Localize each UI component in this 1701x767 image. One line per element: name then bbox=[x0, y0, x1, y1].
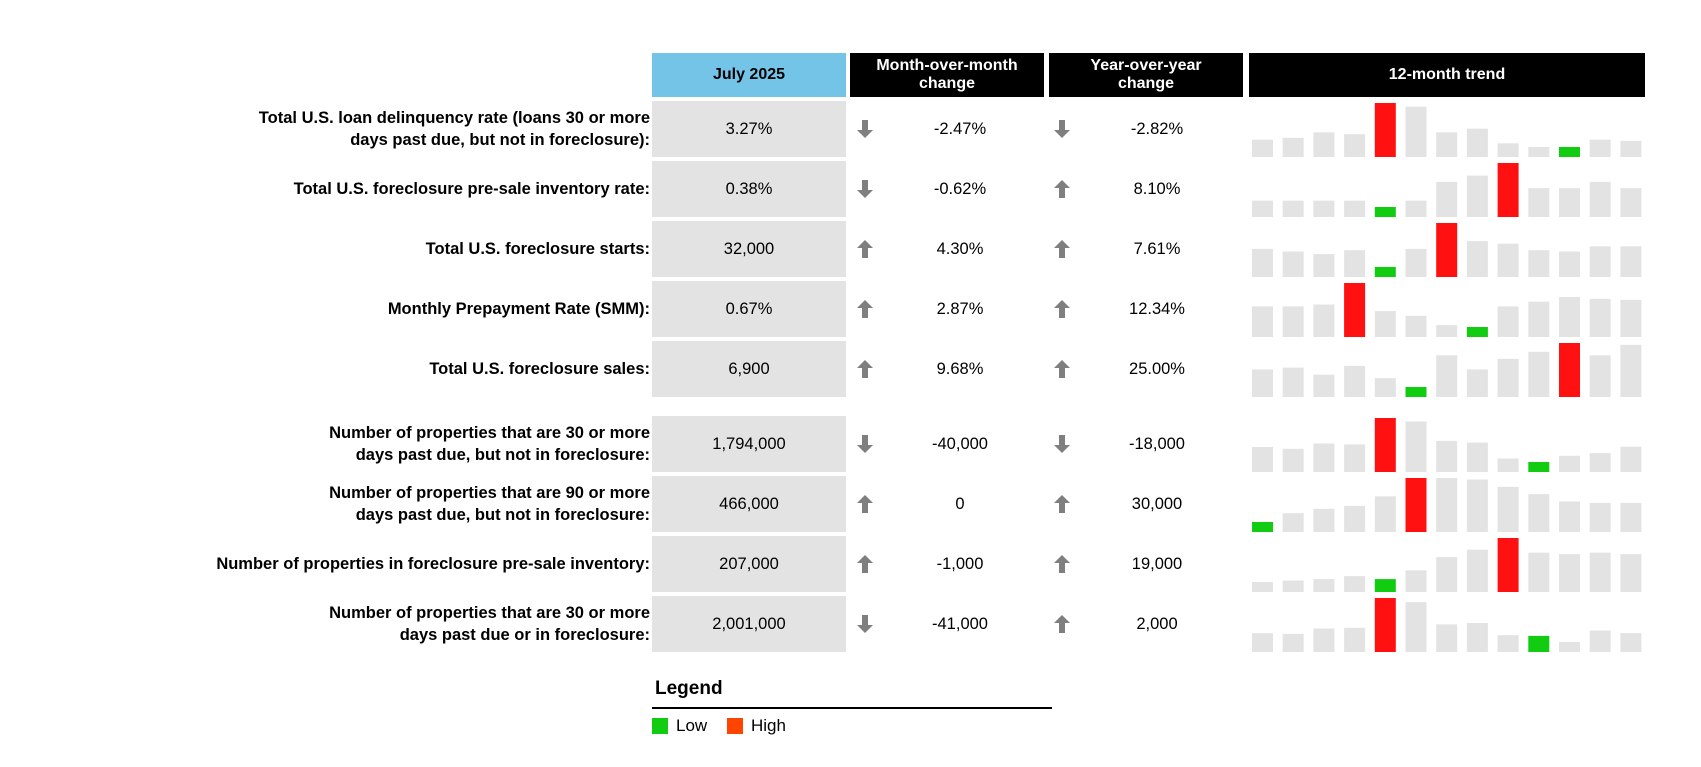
trend-bar bbox=[1283, 634, 1304, 652]
row-value: 3.27% bbox=[652, 101, 846, 157]
arrow-down-icon bbox=[856, 614, 874, 634]
trend-bar bbox=[1498, 143, 1519, 157]
trend-bar bbox=[1283, 449, 1304, 472]
trend-bar bbox=[1620, 554, 1641, 592]
row-value: 0.38% bbox=[652, 161, 846, 217]
row-label bbox=[100, 341, 650, 397]
arrow-down-icon bbox=[856, 119, 874, 139]
trend-bar bbox=[1528, 352, 1549, 397]
trend-bar bbox=[1344, 201, 1365, 217]
trend-bar-low bbox=[1375, 267, 1396, 277]
row-mom-change: 2.87% bbox=[936, 299, 984, 318]
legend-high-label: High bbox=[751, 716, 786, 735]
trend-bar bbox=[1313, 201, 1334, 217]
trend-bar-low bbox=[1528, 462, 1549, 472]
row-value: 2,001,000 bbox=[652, 596, 846, 652]
row-label bbox=[100, 281, 650, 337]
trend-bar bbox=[1436, 132, 1457, 157]
arrow-up-icon bbox=[856, 494, 874, 514]
row-yoy-change: -2.82% bbox=[1130, 119, 1184, 138]
trend-bar bbox=[1498, 306, 1519, 337]
arrow-up-icon bbox=[1053, 359, 1071, 379]
trend-chart bbox=[1252, 281, 1652, 337]
row-label-line: days past due, but not in foreclosure: bbox=[355, 506, 650, 524]
trend-bar bbox=[1620, 246, 1641, 277]
trend-bar bbox=[1528, 188, 1549, 217]
header-12-month-trend bbox=[1249, 53, 1645, 97]
trend-bar bbox=[1313, 509, 1334, 532]
trend-bar bbox=[1344, 250, 1365, 277]
trend-bar bbox=[1620, 503, 1641, 532]
row-mom-change: -41,000 bbox=[932, 614, 988, 633]
trend-bar bbox=[1252, 582, 1273, 592]
arrow-up-icon bbox=[856, 239, 874, 259]
trend-bar-high bbox=[1375, 598, 1396, 652]
trend-bar bbox=[1467, 176, 1488, 217]
trend-bar bbox=[1283, 581, 1304, 593]
row-label-line: Total U.S. foreclosure pre-sale inventory rate: bbox=[293, 180, 650, 198]
trend-bar bbox=[1559, 502, 1580, 533]
trend-bar bbox=[1406, 602, 1427, 652]
header-trend-label: 12-month trend bbox=[1388, 66, 1506, 83]
header-yoy-change bbox=[1049, 53, 1243, 97]
header-yoy-line2: change bbox=[1117, 75, 1174, 92]
row-yoy-change: -18,000 bbox=[1129, 434, 1185, 453]
trend-bar bbox=[1467, 480, 1488, 533]
trend-bar bbox=[1344, 628, 1365, 652]
legend-low-swatch bbox=[652, 718, 668, 734]
row-yoy-change: 25.00% bbox=[1129, 359, 1185, 378]
trend-bar bbox=[1406, 422, 1427, 473]
trend-bar bbox=[1620, 300, 1641, 337]
trend-bar bbox=[1467, 129, 1488, 157]
trend-bar bbox=[1620, 633, 1641, 652]
row-mom-change: -0.62% bbox=[933, 179, 987, 198]
trend-bar bbox=[1590, 182, 1611, 217]
trend-bar-high bbox=[1375, 103, 1396, 157]
trend-bar bbox=[1252, 249, 1273, 277]
arrow-up-icon bbox=[856, 554, 874, 574]
legend-high-swatch bbox=[727, 718, 743, 734]
row-yoy-change: 7.61% bbox=[1133, 239, 1181, 258]
row-label-line: Total U.S. loan delinquency rate (loans 30 or more bbox=[258, 109, 650, 127]
row-label bbox=[100, 596, 650, 652]
trend-bar bbox=[1467, 550, 1488, 592]
trend-bar-high bbox=[1498, 538, 1519, 592]
trend-bar-low bbox=[1467, 327, 1488, 337]
row-label bbox=[100, 161, 650, 217]
trend-bar bbox=[1528, 494, 1549, 532]
trend-bar bbox=[1406, 201, 1427, 217]
row-yoy-change: 2,000 bbox=[1136, 614, 1178, 633]
trend-bar bbox=[1252, 447, 1273, 472]
trend-bar bbox=[1313, 375, 1334, 397]
trend-chart bbox=[1252, 416, 1652, 472]
trend-bar bbox=[1590, 299, 1611, 337]
arrow-up-icon bbox=[1053, 554, 1071, 574]
row-value: 0.67% bbox=[652, 281, 846, 337]
row-value: 6,900 bbox=[652, 341, 846, 397]
row-label bbox=[100, 416, 650, 472]
trend-bar bbox=[1313, 629, 1334, 653]
trend-bar bbox=[1313, 444, 1334, 473]
arrow-up-icon bbox=[856, 359, 874, 379]
trend-bar-low bbox=[1375, 207, 1396, 217]
trend-bar bbox=[1528, 250, 1549, 277]
row-label bbox=[100, 101, 650, 157]
trend-bar bbox=[1498, 244, 1519, 277]
trend-bar bbox=[1344, 576, 1365, 592]
header-july-2025 bbox=[652, 53, 846, 97]
arrow-down-icon bbox=[856, 179, 874, 199]
trend-bar bbox=[1283, 368, 1304, 397]
arrow-up-icon bbox=[1053, 614, 1071, 634]
trend-bar bbox=[1406, 316, 1427, 337]
trend-chart bbox=[1252, 596, 1652, 652]
trend-bar bbox=[1559, 456, 1580, 472]
trend-bar bbox=[1375, 496, 1396, 532]
trend-bar bbox=[1283, 252, 1304, 278]
row-mom-change: -40,000 bbox=[932, 434, 988, 453]
trend-bar bbox=[1498, 635, 1519, 652]
row-value: 1,794,000 bbox=[652, 416, 846, 472]
trend-bar-high bbox=[1406, 478, 1427, 532]
row-label bbox=[100, 221, 650, 277]
trend-bar bbox=[1436, 478, 1457, 532]
trend-bar bbox=[1528, 147, 1549, 157]
row-mom-change: -1,000 bbox=[936, 554, 984, 573]
trend-bar bbox=[1313, 254, 1334, 277]
trend-bar bbox=[1344, 444, 1365, 472]
header-month-label: July 2025 bbox=[712, 66, 786, 83]
row-label-line: Monthly Prepayment Rate (SMM): bbox=[387, 300, 650, 318]
trend-bar bbox=[1559, 188, 1580, 217]
trend-bar bbox=[1590, 503, 1611, 532]
row-value: 207,000 bbox=[652, 536, 846, 592]
trend-chart bbox=[1252, 101, 1652, 157]
header-mom-line2: change bbox=[918, 75, 975, 92]
trend-bar bbox=[1590, 453, 1611, 472]
trend-bar bbox=[1590, 246, 1611, 277]
trend-bar bbox=[1436, 325, 1457, 337]
trend-bar-low bbox=[1252, 522, 1273, 532]
row-yoy-change: 19,000 bbox=[1131, 554, 1183, 573]
row-mom-change: 9.68% bbox=[936, 359, 984, 378]
trend-bar bbox=[1467, 443, 1488, 472]
trend-bar bbox=[1559, 642, 1580, 652]
row-label-line: Number of properties that are 30 or more bbox=[329, 424, 650, 442]
trend-bar bbox=[1344, 506, 1365, 532]
trend-bar-low bbox=[1406, 387, 1427, 397]
trend-bar bbox=[1375, 378, 1396, 397]
trend-bar bbox=[1620, 447, 1641, 472]
trend-bar bbox=[1528, 553, 1549, 592]
trend-bar bbox=[1252, 369, 1273, 397]
row-mom-change: 4.30% bbox=[936, 239, 984, 258]
trend-bar-low bbox=[1375, 579, 1396, 592]
trend-bar bbox=[1436, 624, 1457, 652]
trend-bar bbox=[1467, 369, 1488, 397]
row-yoy-change: 30,000 bbox=[1131, 494, 1183, 513]
trend-chart bbox=[1252, 476, 1652, 532]
trend-bar bbox=[1498, 459, 1519, 473]
trend-bar bbox=[1252, 306, 1273, 337]
trend-chart bbox=[1252, 536, 1652, 592]
row-yoy-change: 12.34% bbox=[1129, 299, 1185, 318]
legend-title: Legend bbox=[655, 678, 723, 699]
trend-bar bbox=[1406, 570, 1427, 592]
trend-bar-high bbox=[1559, 343, 1580, 397]
trend-chart bbox=[1252, 341, 1652, 397]
trend-bar bbox=[1436, 441, 1457, 472]
trend-bar bbox=[1559, 554, 1580, 592]
trend-bar bbox=[1375, 311, 1396, 337]
trend-bar bbox=[1252, 633, 1273, 652]
trend-bar bbox=[1283, 513, 1304, 532]
arrow-up-icon bbox=[1053, 239, 1071, 259]
trend-bar bbox=[1252, 201, 1273, 217]
row-yoy-change: 8.10% bbox=[1133, 179, 1181, 198]
arrow-up-icon bbox=[1053, 179, 1071, 199]
trend-bar bbox=[1498, 487, 1519, 532]
trend-chart bbox=[1252, 161, 1652, 217]
trend-bar-high bbox=[1436, 223, 1457, 277]
trend-bar bbox=[1620, 141, 1641, 157]
header-yoy-line1: Year-over-year bbox=[1090, 57, 1202, 74]
trend-bar bbox=[1590, 553, 1611, 592]
trend-bar bbox=[1436, 182, 1457, 217]
row-label bbox=[100, 476, 650, 532]
row-mom-change: -2.47% bbox=[933, 119, 987, 138]
trend-chart bbox=[1252, 221, 1652, 277]
trend-bar bbox=[1283, 201, 1304, 217]
trend-bar bbox=[1436, 355, 1457, 397]
legend-low-label: Low bbox=[676, 716, 708, 735]
arrow-down-icon bbox=[856, 434, 874, 454]
trend-bar-high bbox=[1344, 283, 1365, 337]
trend-bar bbox=[1498, 359, 1519, 397]
row-label-line: days past due or in foreclosure: bbox=[399, 626, 650, 644]
row-label bbox=[100, 536, 650, 592]
trend-bar bbox=[1620, 345, 1641, 397]
trend-bar bbox=[1436, 557, 1457, 592]
trend-bar bbox=[1467, 241, 1488, 277]
trend-bar bbox=[1283, 306, 1304, 337]
trend-bar bbox=[1252, 140, 1273, 157]
trend-bar bbox=[1559, 252, 1580, 278]
arrow-down-icon bbox=[1053, 119, 1071, 139]
row-mom-change: 0 bbox=[955, 494, 965, 513]
row-value: 466,000 bbox=[652, 476, 846, 532]
trend-bar bbox=[1406, 249, 1427, 277]
trend-bar-high bbox=[1498, 163, 1519, 217]
trend-bar bbox=[1528, 302, 1549, 337]
row-label-line: Number of properties that are 30 or more bbox=[329, 604, 650, 622]
trend-bar bbox=[1467, 623, 1488, 652]
arrow-up-icon bbox=[856, 299, 874, 319]
row-label-line: days past due, but not in foreclosure: bbox=[355, 446, 650, 464]
row-label-line: Total U.S. foreclosure starts: bbox=[425, 240, 650, 258]
header-mom-line1: Month-over-month bbox=[876, 57, 1018, 74]
trend-bar bbox=[1313, 579, 1334, 592]
trend-bar bbox=[1590, 140, 1611, 157]
arrow-up-icon bbox=[1053, 494, 1071, 514]
trend-bar bbox=[1559, 297, 1580, 337]
trend-bar bbox=[1590, 631, 1611, 653]
row-label-line: days past due, but not in foreclosure): bbox=[350, 131, 650, 149]
arrow-up-icon bbox=[1053, 299, 1071, 319]
trend-bar bbox=[1313, 132, 1334, 157]
row-label-line: Number of properties in foreclosure pre-sale inventory: bbox=[216, 555, 650, 573]
trend-bar-high bbox=[1375, 418, 1396, 472]
row-label-line: Total U.S. foreclosure sales: bbox=[429, 360, 650, 378]
row-label-line: Number of properties that are 90 or more bbox=[329, 484, 650, 502]
arrow-down-icon bbox=[1053, 434, 1071, 454]
trend-bar-low bbox=[1559, 147, 1580, 157]
trend-bar bbox=[1344, 366, 1365, 397]
trend-bar bbox=[1344, 134, 1365, 157]
trend-bar bbox=[1406, 107, 1427, 157]
legend-divider bbox=[652, 707, 1052, 709]
row-value: 32,000 bbox=[652, 221, 846, 277]
trend-bar bbox=[1283, 138, 1304, 157]
header-mom-change bbox=[850, 53, 1044, 97]
trend-bar bbox=[1313, 305, 1334, 338]
trend-bar-low bbox=[1528, 636, 1549, 652]
trend-bar bbox=[1620, 188, 1641, 217]
trend-bar bbox=[1590, 355, 1611, 397]
